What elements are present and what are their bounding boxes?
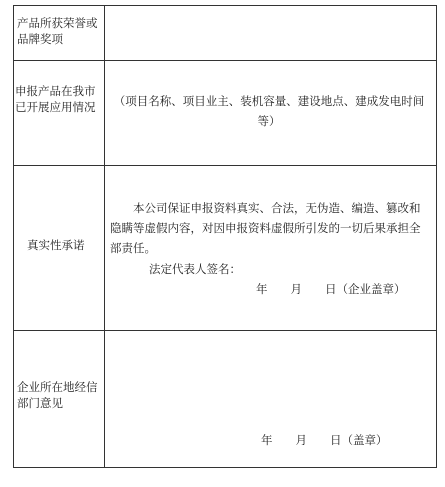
table-border-right xyxy=(436,5,437,468)
row-divider-1 xyxy=(13,60,437,61)
local-application-hint: （项目名称、项目业主、装机容量、建设地点、建成发电时间等） xyxy=(113,94,425,128)
pledge-date-seal: 年 月 日（企业盖章） xyxy=(256,282,406,296)
row-label-authenticity-pledge: 真实性承诺 xyxy=(27,238,85,252)
authority-date-seal: 年 月 日（盖章） xyxy=(261,433,388,447)
row-divider-2 xyxy=(13,165,437,166)
row-label-local-application: 申报产品在我市已开展应用情况 xyxy=(15,84,96,114)
row-divider-3 xyxy=(13,330,437,331)
table-border-bottom xyxy=(13,467,437,468)
authenticity-pledge-text: 本公司保证申报资料真实、合法，无伪造、编造、篡改和隐瞒等虚假内容，对因申报资料虚假所引发的一切后果承担全部责任。 xyxy=(110,201,421,255)
row-label-local-authority-opinion: 企业所在地经信部门意见 xyxy=(17,380,98,410)
application-form-table xyxy=(13,5,437,468)
row-label-honors-awards: 产品所获荣誉或品牌奖项 xyxy=(17,16,98,46)
legal-representative-signature-label: 法定代表人签名： xyxy=(149,262,241,276)
table-border-left xyxy=(13,5,14,468)
column-divider xyxy=(104,5,105,468)
table-border-top xyxy=(13,5,437,6)
